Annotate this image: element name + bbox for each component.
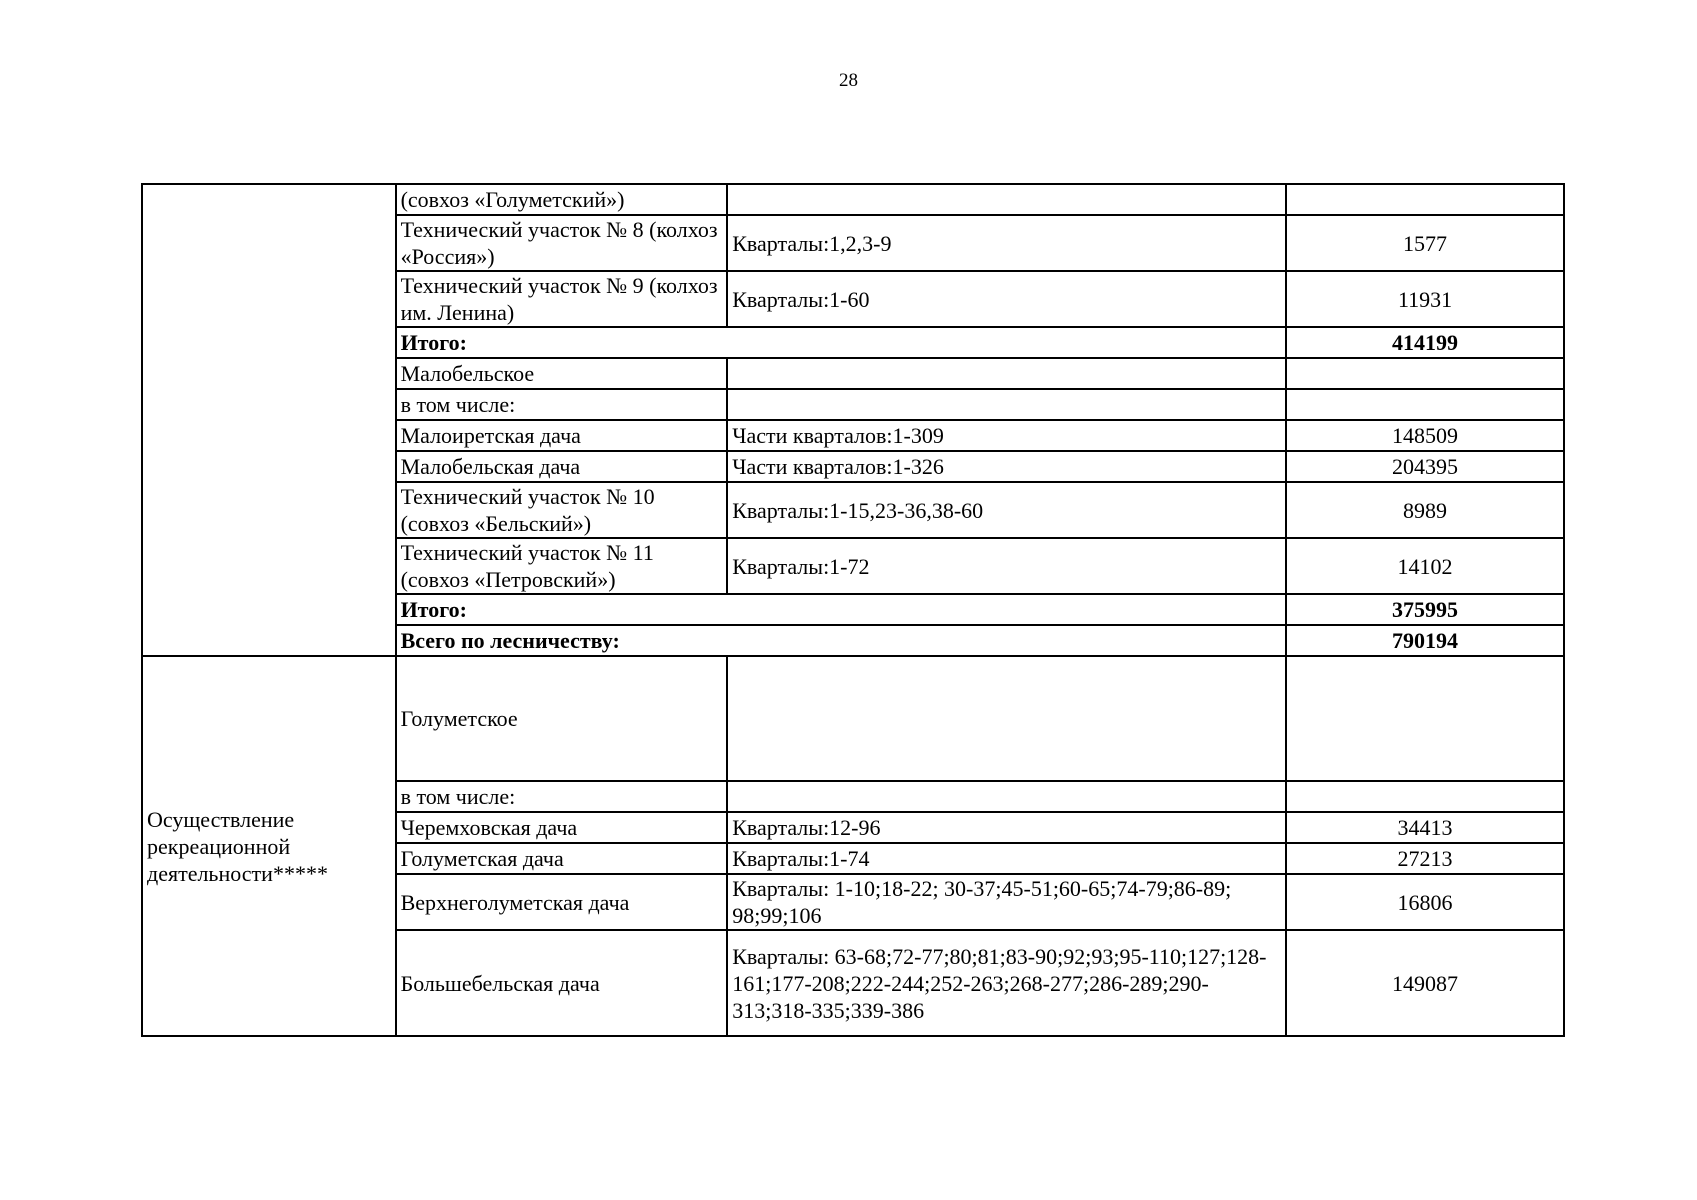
quarters-cell: Части кварталов:1-309 [727,420,1286,451]
subtotal-value: 375995 [1286,594,1564,625]
area-value-cell: 149087 [1286,930,1564,1036]
area-value-cell: 27213 [1286,843,1564,874]
quarters-cell: Кварталы:1-72 [727,538,1286,594]
quarters-cell: Кварталы: 63-68;72-77;80;81;83-90;92;93;95-110;127;128-161;177-208;222-244;252-263;268-277;286-289;290-313;318-335;339-386 [727,930,1286,1036]
quarters-cell [727,781,1286,812]
area-name-cell: Большебельская дача [396,930,728,1036]
quarters-cell [727,184,1286,215]
area-value-cell: 148509 [1286,420,1564,451]
area-value-cell: 14102 [1286,538,1564,594]
quarters-cell [727,389,1286,420]
area-name-cell: Малобельское [396,358,728,389]
area-name-cell: Технический участок № 9 (колхоз им. Ленина) [396,271,728,327]
area-value-cell [1286,184,1564,215]
quarters-cell: Части кварталов:1-326 [727,451,1286,482]
table-row [142,184,1564,215]
quarters-cell [727,358,1286,389]
grand-total-value: 790194 [1286,625,1564,656]
area-name-cell: Черемховская дача [396,812,728,843]
purpose-cell-empty [142,184,396,656]
quarters-cell: Кварталы:1,2,3-9 [727,215,1286,271]
area-name-cell: Малобельская дача [396,451,728,482]
quarters-cell: Кварталы: 1-10;18-22; 30-37;45-51;60-65;74-79;86-89; 98;99;106 [727,874,1286,930]
quarters-cell: Кварталы:1-60 [727,271,1286,327]
quarters-cell [727,656,1286,781]
area-value-cell [1286,781,1564,812]
area-name-cell: Голуметская дача [396,843,728,874]
area-name-cell: Технический участок № 8 (колхоз «Россия») [396,215,728,271]
quarters-cell: Кварталы:12-96 [727,812,1286,843]
subtotal-value: 414199 [1286,327,1564,358]
area-name-cell: Технический участок № 11 (совхоз «Петровский») [396,538,728,594]
area-value-cell: 8989 [1286,482,1564,538]
area-value-cell: 11931 [1286,271,1564,327]
quarters-cell: Кварталы:1-74 [727,843,1286,874]
area-value-cell: 204395 [1286,451,1564,482]
area-value-cell: 34413 [1286,812,1564,843]
area-name-cell: (совхоз «Голуметский») [396,184,728,215]
grand-total-label: Всего по лесничеству: [396,625,1287,656]
area-name-cell: в том числе: [396,781,728,812]
quarters-cell: Кварталы:1-15,23-36,38-60 [727,482,1286,538]
area-name-cell: Верхнеголуметская дача [396,874,728,930]
area-value-cell [1286,656,1564,781]
purpose-cell: Осуществление рекреационной деятельности***** [142,656,396,1036]
area-value-cell: 1577 [1286,215,1564,271]
area-value-cell [1286,389,1564,420]
page-number: 28 [839,70,858,91]
area-name-cell: Голуметское [396,656,728,781]
table-row [142,656,1564,781]
area-name-cell: Малоиретская дача [396,420,728,451]
subtotal-label: Итого: [396,594,1287,625]
area-value-cell [1286,358,1564,389]
area-value-cell: 16806 [1286,874,1564,930]
area-name-cell: в том числе: [396,389,728,420]
subtotal-label: Итого: [396,327,1287,358]
area-name-cell: Технический участок № 10 (совхоз «Бельский») [396,482,728,538]
forestry-table [141,183,1565,1037]
